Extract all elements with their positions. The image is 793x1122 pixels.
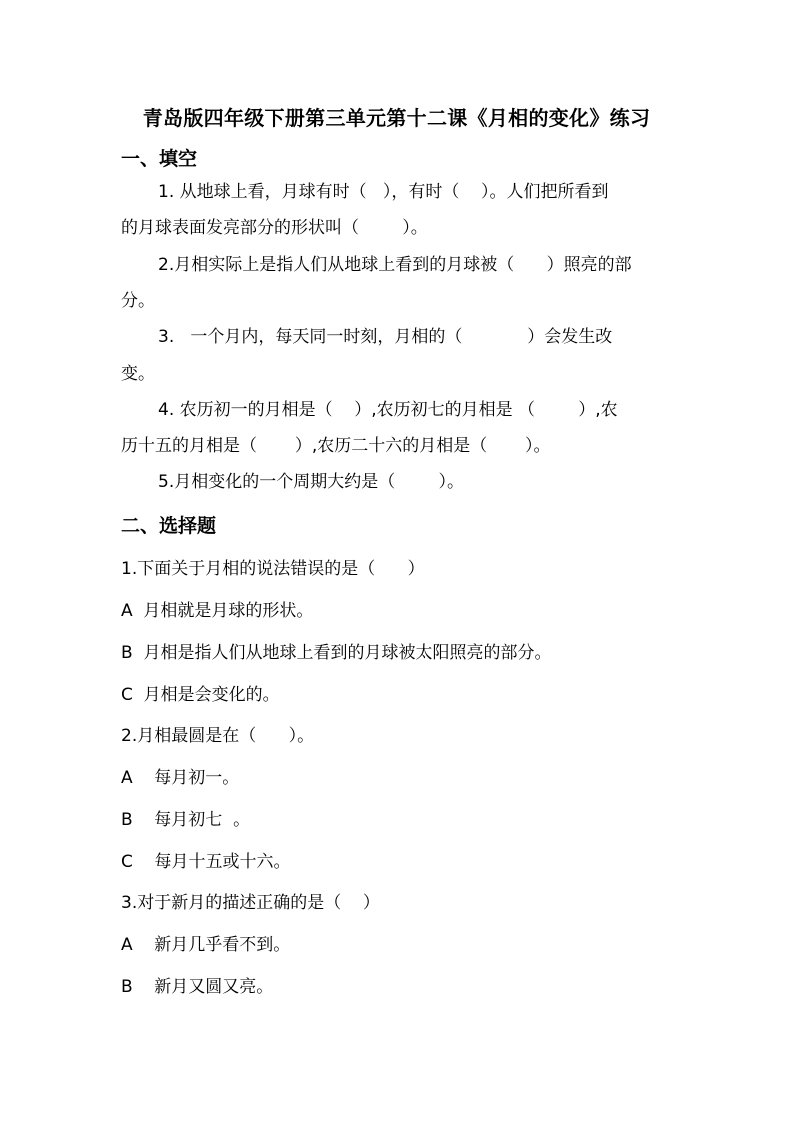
choice-q1-option-c: C 月相是会变化的。: [121, 685, 280, 705]
choice-q3-option-a: A 新月几乎看不到。: [121, 935, 291, 955]
section-fill-in-heading: 一、填空: [121, 148, 198, 170]
fill-in-q5: 5.月相变化的一个周期大约是（ ）。: [158, 472, 464, 492]
section-choice-heading: 二、选择题: [121, 515, 217, 537]
choice-q3-option-b: B 新月又圆又亮。: [121, 977, 274, 997]
fill-in-q1-line1: 1. 从地球上看，月球有时（ ），有时（ ）。人们把所看到: [158, 182, 609, 202]
choice-q3: 3.对于新月的描述正确的是（ ）: [121, 893, 380, 913]
choice-q2-option-a: A 每月初一。: [121, 768, 240, 788]
choice-q1: 1.下面关于月相的说法错误的是（ ）: [121, 559, 425, 579]
fill-in-q2-line2: 分。: [121, 291, 155, 311]
choice-q2-option-b: B 每月初七 。: [121, 810, 251, 830]
fill-in-q3-line2: 变。: [121, 364, 155, 384]
choice-q2: 2.月相最圆是在（ ）。: [121, 726, 315, 746]
fill-in-q4-line1: 4. 农历初一的月相是（ ）,农历初七的月相是 （ ）,农: [158, 400, 618, 420]
page-title: 青岛版四年级下册第三单元第十二课《月相的变化》练习: [142, 106, 651, 130]
choice-q1-option-b: B 月相是指人们从地球上看到的月球被太阳照亮的部分。: [121, 643, 552, 663]
choice-q2-option-c: C 每月十五或十六。: [121, 852, 291, 872]
fill-in-q2-line1: 2.月相实际上是指人们从地球上看到的月球被（ ）照亮的部: [158, 255, 632, 275]
choice-q1-option-a: A 月相就是月球的形状。: [121, 601, 314, 621]
fill-in-q1-line2: 的月球表面发亮部分的形状叫（ ）。: [121, 218, 428, 238]
fill-in-q3-line1: 3. 一个月内，每天同一时刻，月相的（ ）会发生改: [158, 327, 613, 347]
fill-in-q4-line2: 历十五的月相是（ ）,农历二十六的月相是（ ）。: [121, 436, 551, 456]
